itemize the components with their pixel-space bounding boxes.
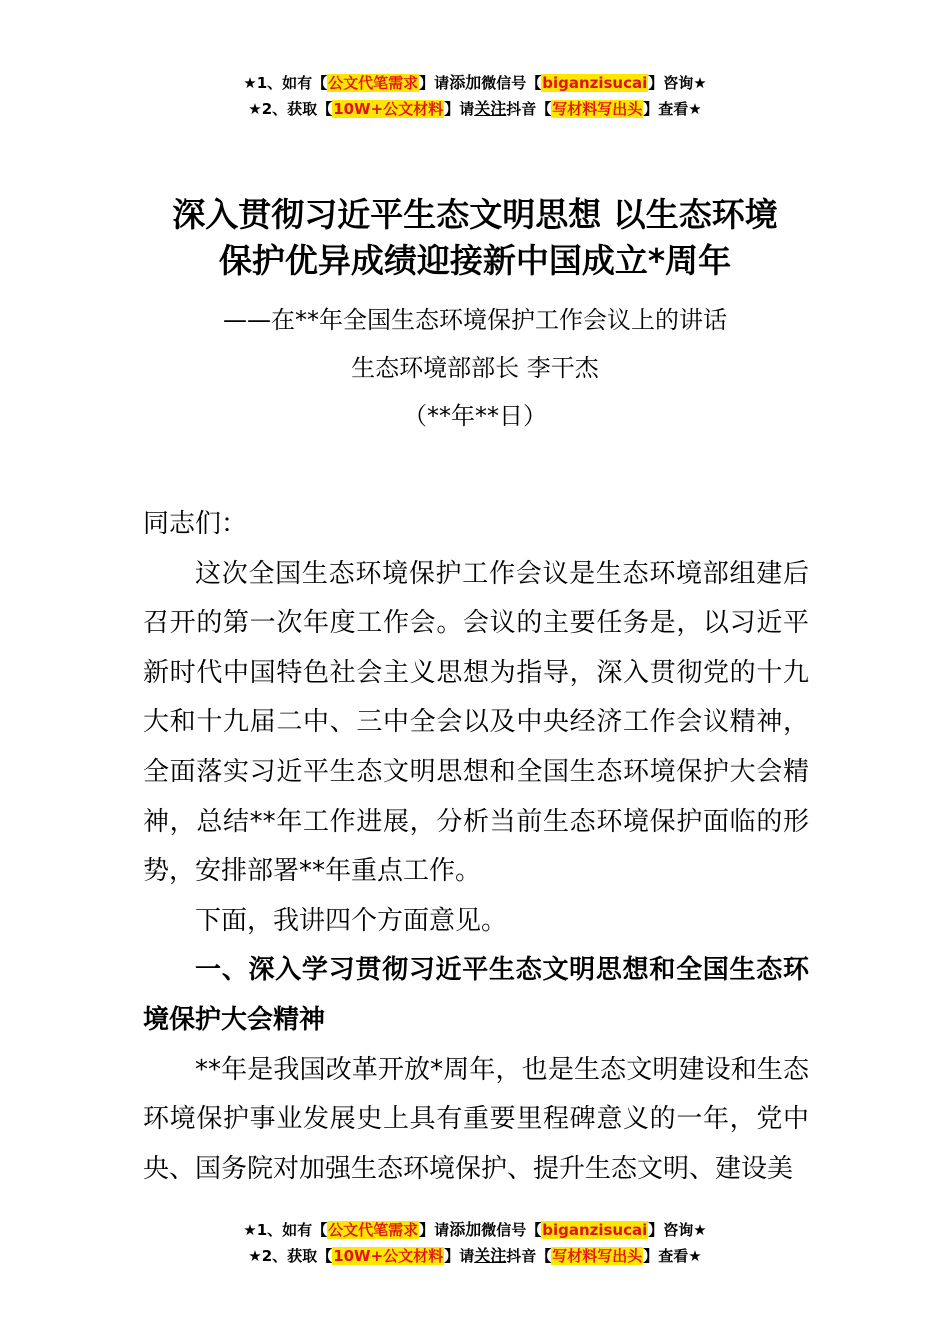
promo-text: 】查看★ [643, 1247, 702, 1265]
paragraph: 这次全国生态环境保护工作会议是生态环境部组建后召开的第一次年度工作会。会议的主要任务是，以习近平新时代中国特色社会主义思想为指导，深入贯彻党的十九大和十九届二中、三中全会以及中央经济工作会议精神，全面落实习近平生态文明思想和全国生态环境保护大会精神，总结**年工作进展，分析当前生态环境保护面临的形势，安排部署**年重点工作。 [143, 558, 809, 887]
document-date: （**年**日） [403, 402, 547, 430]
promo-emphasis: 关注 [474, 1246, 507, 1265]
promo-text: 】咨询★ [648, 74, 707, 92]
paragraph: **年是我国改革开放*周年，也是生态文明建设和生态环境保护事业发展史上具有重要里程碑意义的一年，党中央、国务院对加强生态环境保护、提升生态文明、建设美 [143, 1054, 809, 1184]
highlight-douyin-id: 写材料写出头 [552, 100, 643, 118]
promo-line-1 [0, 70, 950, 96]
promo-text: ★1、如有【 [243, 74, 328, 92]
top-promo-banner [0, 70, 950, 122]
promo-emphasis: 添加 [449, 73, 482, 92]
promo-text: 微信号【 [481, 1221, 542, 1239]
promo-text: 】咨询★ [648, 1221, 707, 1239]
document-body [143, 500, 809, 1194]
promo-text: 】查看★ [643, 100, 702, 118]
highlight-service: 公文代笔需求 [328, 1221, 419, 1239]
promo-line-2 [0, 96, 950, 122]
promo-text: 】请 [419, 1221, 450, 1239]
promo-text: 抖音【 [506, 1247, 552, 1265]
promo-text: 】请 [419, 74, 450, 92]
highlight-materials: 10W+公文材料 [333, 100, 444, 118]
document-title [0, 192, 950, 284]
title-line-1: 深入贯彻习近平生态文明思想 以生态环境 [172, 195, 778, 234]
promo-line-2 [0, 1243, 950, 1269]
document-author: 生态环境部部长 李干杰 [351, 354, 599, 382]
promo-emphasis: 关注 [474, 99, 507, 118]
section-heading: 一、深入学习贯彻习近平生态文明思想和全国生态环境保护大会精神 [143, 955, 809, 1035]
promo-text: 】请 [444, 1247, 475, 1265]
promo-text: 抖音【 [506, 100, 552, 118]
document-subtitle: ——在**年全国生态环境保护工作会议上的讲话 [223, 306, 727, 334]
highlight-wechat-id: biganzisucai [542, 74, 648, 92]
promo-text: ★2、获取【 [248, 1247, 333, 1265]
promo-emphasis: 添加 [449, 1220, 482, 1239]
promo-text: ★2、获取【 [248, 100, 333, 118]
promo-text: 微信号【 [481, 74, 542, 92]
title-line-2: 保护优异成绩迎接新中国成立*周年 [218, 241, 732, 280]
paragraph: 下面，我讲四个方面意见。 [195, 905, 508, 936]
salutation: 同志们： [143, 509, 248, 539]
highlight-wechat-id: biganzisucai [542, 1221, 648, 1239]
promo-text: 】请 [444, 100, 475, 118]
highlight-service: 公文代笔需求 [328, 74, 419, 92]
highlight-materials: 10W+公文材料 [333, 1247, 444, 1265]
promo-line-1 [0, 1217, 950, 1243]
highlight-douyin-id: 写材料写出头 [552, 1247, 643, 1265]
promo-text: ★1、如有【 [243, 1221, 328, 1239]
bottom-promo-banner [0, 1217, 950, 1269]
